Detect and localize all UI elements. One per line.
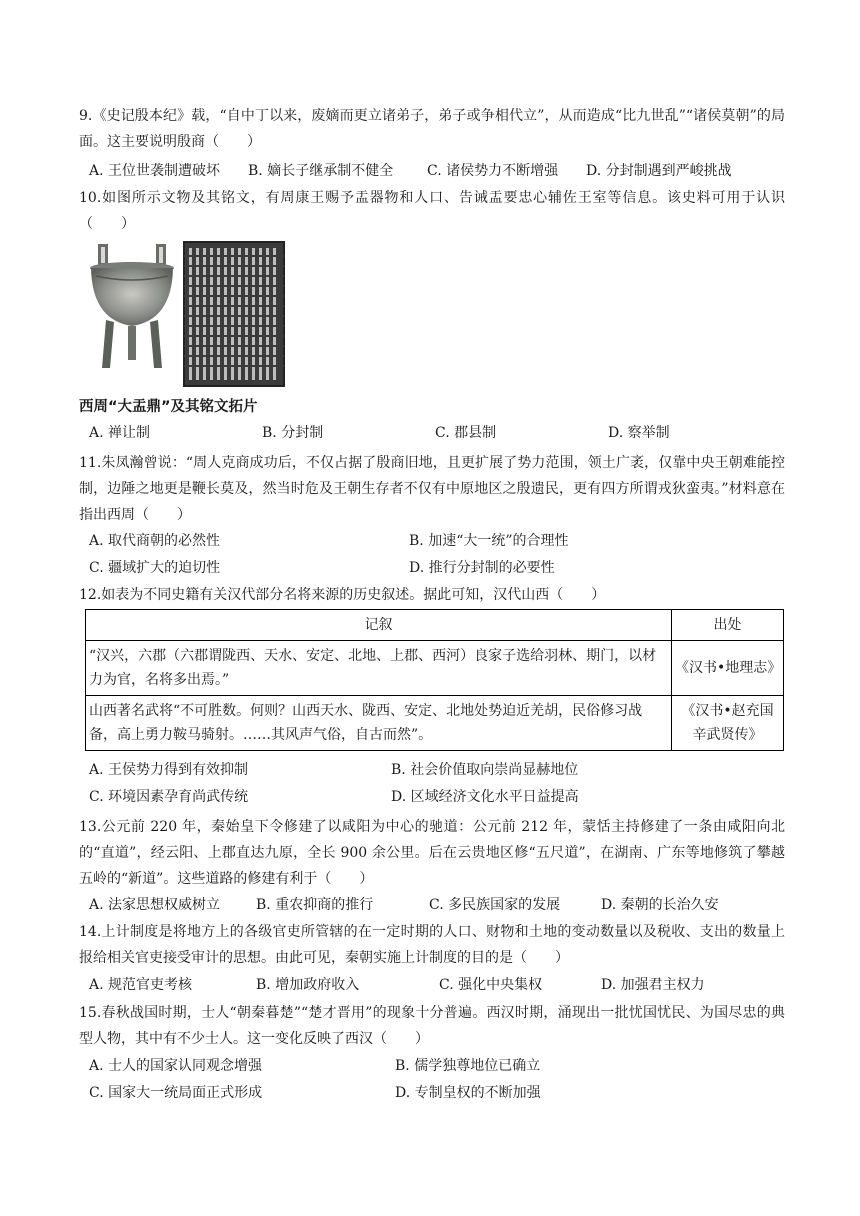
table-row [86,696,784,751]
q12-option-c: C. 环境因素孕育尚武传统 [89,789,249,805]
table-cell-narrative: 山西著名武将“不可胜数。何则？山西天水、陇西、安定、北地处势迫近羌胡，民俗修习战备，高上勇力鞍马骑射。……其风声气俗，自古而然”。 [86,696,672,751]
question-12-options-row2 [79,786,785,808]
q11-option-a: A. 取代商朝的必然性 [89,533,221,549]
ding-cauldron [90,244,174,368]
q11-option-c: C. 疆域扩大的迫切性 [89,560,221,576]
history-table [85,609,784,751]
question-10-stem: 10.如图所示文物及其铭文，有周康王赐予盂器物和人口、告诫盂要忠心辅佐王室等信息。该史料可用于认识（ ） [79,190,785,232]
q9-option-a: A. 王位世袭制遭破坏 [89,163,221,179]
q13-option-a: A. 法家思想权威树立 [89,897,221,913]
q14-option-d: D. 加强君主权力 [601,977,705,993]
q10-option-c: C. 郡县制 [435,425,497,441]
q11-option-b: B. 加速“大一统”的合理性 [409,533,569,549]
q11-option-d: D. 推行分封制的必要性 [409,560,555,576]
q13-option-d: D. 秦朝的长治久安 [601,897,719,913]
dayu-ding-image [88,240,288,390]
question-11-stem: 11.朱凤瀚曾说：“周人克商成功后，不仅占据了殷商旧地，且更扩展了势力范围，领土广袤，仅靠中央王朝难能控制，边陲之地更是鞭长莫及，然当时危及王朝生存者不仅有中原地区之殷遗民，更有四方所谓戎狄蛮夷。”材料意在指出西周（ ） [79,455,785,523]
question-11-options-row2 [79,557,785,579]
q15-option-d: D. 专制皇权的不断加强 [395,1085,541,1101]
q14-option-c: C. 强化中央集权 [439,977,543,993]
inscription-rubbing [184,242,284,386]
question-9-stem: 9.《史记殷本纪》载，“自中丁以来，废嫡而更立诸弟子，弟子或争相代立”，从而造成“比九世乱”“诸侯莫朝”的局面。这主要说明殷商（ ） [79,108,785,150]
table-cell-source: 《汉书•地理志》 [672,641,784,696]
q9-option-b: B. 嫡长子继承制不健全 [248,163,394,179]
question-9-options [79,160,785,182]
question-13-options [79,894,785,916]
q9-option-d: D. 分封制遇到严峻挑战 [586,163,732,179]
table-header-source: 出处 [672,610,784,641]
question-12-options-row1 [79,759,785,781]
question-15-stem: 15.春秋战国时期，士人“朝秦暮楚”“楚才晋用”的现象十分普遍。西汉时期，涌现出一批忧国忧民、为国尽忠的典型人物，其中有不少士人。这一变化反映了西汉（ ） [79,1005,785,1047]
question-13-stem: 13.公元前 220 年，秦始皇下令修建了以咸阳为中心的驰道：公元前 212 年，蒙恬主持修建了一条由咸阳向北的“直道”，经云阳、上郡直达九原，全长 900 余公里。后在云贵地区修“五尺道”，在湖南、广东等地修筑了攀越五岭的“新道”。这些道路的修建有利于（ ） [79,819,785,887]
table-cell-narrative: “汉兴，六郡（六郡谓陇西、天水、安定、北地、上郡、西河）良家子选给羽林、期门，以材力为官，名将多出焉。” [86,641,672,696]
table-row [86,641,784,696]
q10-option-b: B. 分封制 [262,425,324,441]
table-cell-source: 《汉书•赵充国辛武贤传》 [672,696,784,751]
q12-option-d: D. 区域经济文化水平日益提高 [391,789,579,805]
question-14-options [79,974,785,996]
q9-option-c: C. 诸侯势力不断增强 [427,163,559,179]
question-15-options-row2 [79,1082,785,1104]
q10-option-d: D. 察举制 [608,425,670,441]
question-14-stem: 14.上计制度是将地方上的各级官吏所管辖的在一定时期的人口、财物和土地的变动数量以及税收、支出的数量上报给相关官吏接受审计的思想。由此可见，秦朝实施上计制度的目的是（ ） [79,924,785,966]
q15-option-c: C. 国家大一统局面正式形成 [89,1085,263,1101]
q13-option-c: C. 多民族国家的发展 [429,897,561,913]
table-header-row [86,610,784,641]
q14-option-a: A. 规范官吏考核 [89,977,193,993]
table-header-narrative: 记叙 [86,610,672,641]
question-15-options-row1 [79,1055,785,1077]
q15-option-a: A. 士人的国家认同观念增强 [89,1058,263,1074]
q15-option-b: B. 儒学独尊地位已确立 [395,1058,541,1074]
q12-option-b: B. 社会价值取向崇尚显赫地位 [391,762,579,778]
question-10-options [79,422,785,444]
q13-option-b: B. 重农抑商的推行 [256,897,374,913]
dayu-ding-figure [88,240,288,390]
question-12-stem: 12.如表为不同史籍有关汉代部分名将来源的历史叙述。据此可知，汉代山西（ ） [79,587,606,603]
q14-option-b: B. 增加政府收入 [256,977,360,993]
question-11-options-row1 [79,530,785,552]
figure-caption: 西周“大盂鼎”及其铭文拓片 [79,399,258,415]
q10-option-a: A. 禅让制 [89,425,151,441]
q12-option-a: A. 王侯势力得到有效抑制 [89,762,249,778]
